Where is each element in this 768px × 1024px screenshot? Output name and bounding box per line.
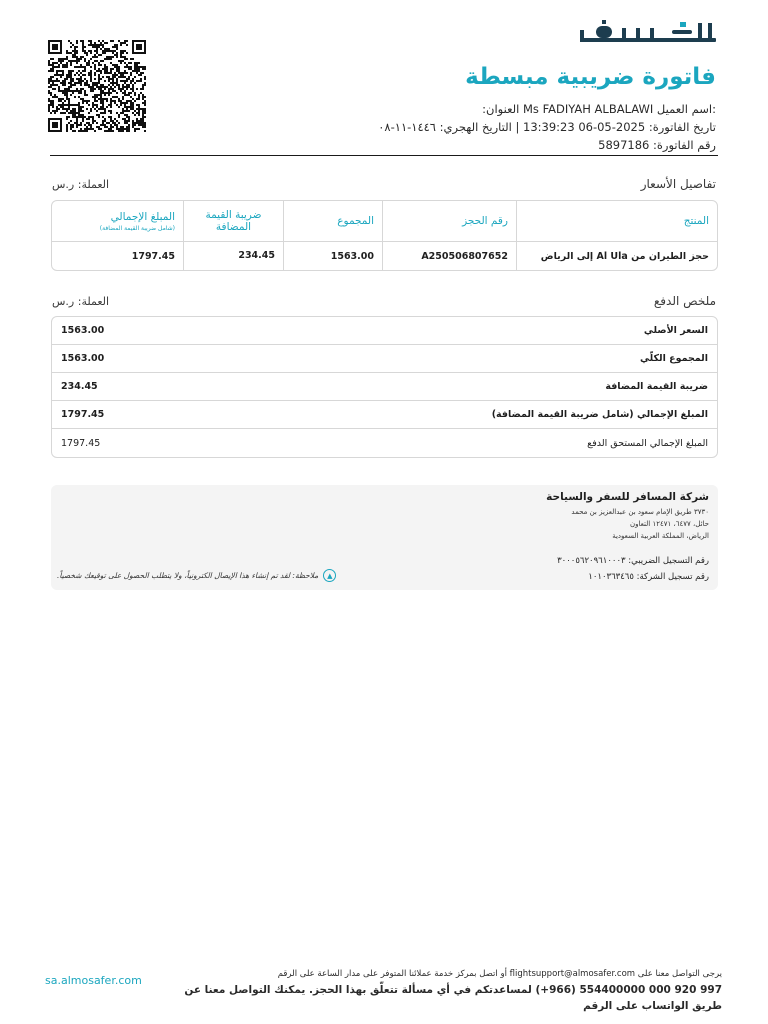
- cell-grand-total: 1797.45: [131, 250, 175, 262]
- list-item: [52, 317, 717, 345]
- warning-icon: ▲: [323, 569, 336, 582]
- cell-booking: A250506807652: [382, 242, 516, 270]
- pay-label: ضريبة القيمة المضافة: [605, 381, 708, 392]
- price-currency: العملة: ر.س: [52, 178, 110, 191]
- pay-value: 1797.45: [61, 437, 101, 449]
- pay-label: المجموع الكلّي: [640, 353, 708, 364]
- pay-label: المبلغ الإجمالي (شامل ضريبة القيمة المضافة): [491, 409, 708, 420]
- col-booking: رقم الحجز: [382, 201, 516, 241]
- col-product: المنتج: [516, 201, 717, 241]
- footer-contact: [162, 966, 722, 1014]
- pay-value: 1563.00: [61, 325, 105, 336]
- address-line: الرياض، المملكة العربية السعودية: [612, 532, 709, 540]
- website-link[interactable]: sa.almosafer.com: [45, 974, 142, 987]
- pay-label: السعر الأصلي: [643, 325, 708, 336]
- invoice-title: فاتورة ضريبية مبسطة: [465, 64, 716, 90]
- price-table-header: [52, 201, 717, 242]
- almosafer-logo: [578, 20, 718, 46]
- col-grand-sub: (شامل ضريبة القيمة المضافة): [99, 224, 175, 232]
- list-item: [52, 345, 717, 373]
- cell-product: حجز الطيران من Al Ula إلى الرياض: [516, 242, 717, 270]
- pay-label: المبلغ الإجمالي المستحق الدفع: [587, 437, 708, 449]
- address-line: حائل، ٦٤٧٧، ١٢٤٧١ التعاون: [630, 520, 709, 528]
- note-text: ملاحظة: لقد تم إنشاء هذا الإيصال الكترونياً، ولا يتطلب الحصول على توقيعك شخصياً.: [57, 571, 319, 580]
- tax-registration: رقم التسجيل الضريبي: ٣٠٠٠٥٦٢٠٩٦١٠٠٠٣: [557, 556, 709, 566]
- col-grand-label: المبلغ الإجمالي: [110, 210, 175, 223]
- footer-line-2: 997 920 000 554400000 (966+) لمساعدتكم في أي مسألة تتعلّق بهذا الحجز. يمكنك التواصل معنا عن طريق الواتساب على الرقم: [184, 984, 722, 1012]
- company-name: شركة المسافر للسفر والسياحة: [546, 491, 709, 503]
- list-item: [52, 401, 717, 429]
- address-line: ٣٧٣٠ طريق الإمام سعود بن عبدالعزيز بن محمد: [571, 508, 709, 516]
- qr-code: [48, 40, 146, 132]
- col-total: المجموع: [283, 201, 382, 241]
- electronic-receipt-note: [57, 569, 336, 582]
- table-row: [52, 242, 717, 270]
- col-grand-total: [52, 201, 183, 241]
- customer-line: :اسم العميل Ms FADIYAH ALBALAWI العنوان:: [482, 102, 716, 116]
- cell-total: 1563.00: [283, 242, 382, 270]
- cell-vat: 234.45: [183, 242, 283, 270]
- header-divider: [50, 155, 718, 156]
- pay-value: 234.45: [61, 381, 98, 392]
- company-registration: [557, 553, 709, 585]
- col-vat: ضريبة القيمة المضافة: [183, 201, 283, 241]
- payment-table: [51, 316, 718, 458]
- company-address: [571, 506, 709, 542]
- company-info-box: [51, 485, 718, 590]
- payment-currency: العملة: ر.س: [52, 295, 110, 308]
- invoice-number-line: رقم الفاتورة: 5897186: [598, 138, 716, 152]
- payment-summary-title: ملخص الدفع: [653, 294, 716, 308]
- price-details-title: تفاصيل الأسعار: [640, 177, 716, 191]
- list-item: [52, 373, 717, 401]
- price-table: [51, 200, 718, 271]
- pay-value: 1797.45: [61, 409, 105, 420]
- company-registration-number: رقم تسجيل الشركة: ١٠١٠٣٦٣٤٦٥: [588, 572, 709, 582]
- invoice-meta: [256, 100, 716, 154]
- list-item: [52, 429, 717, 457]
- pay-value: 1563.00: [61, 353, 105, 364]
- date-line: تاريخ الفاتورة: 2025-05-06 13:39:23 | التاريخ الهجري: ١٤٤٦-١١-٠٨: [378, 120, 716, 134]
- footer-line-1: يرجى التواصل معنا على flightsupport@almosafer.com أو اتصل بمركز خدمة عملائنا المتوفر على مدار الساعة على الرقم: [277, 969, 722, 979]
